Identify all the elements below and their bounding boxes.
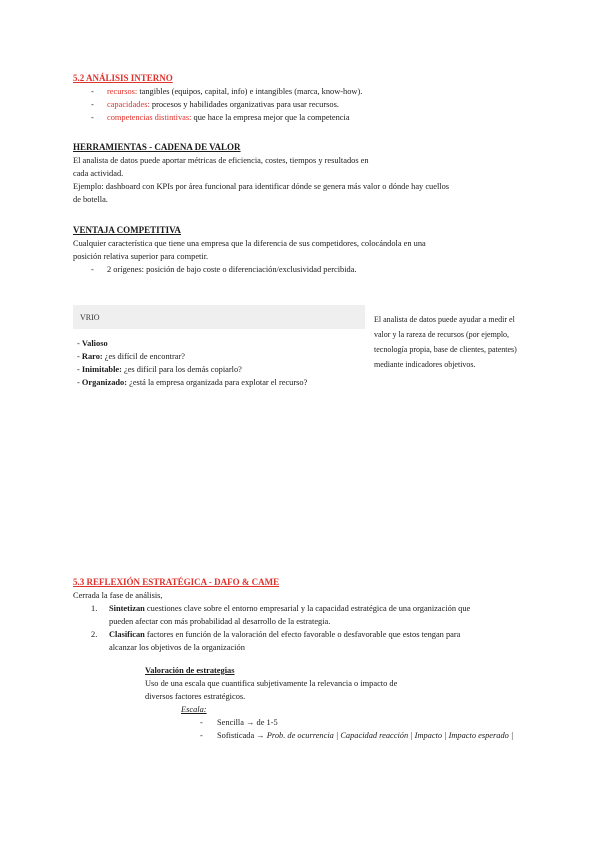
definition: tangibles (equipos, capital, info) e intangibles (marca, know-how). — [137, 87, 363, 96]
escala-item: - Sofisticada → Prob. de ocurrencia | Capacidad reacción | Impacto | Impacto esperado | — [200, 731, 514, 740]
vrio-item: - Valioso — [77, 339, 108, 348]
section-reflexion — [73, 576, 543, 654]
vrio-item: - Raro: ¿es difícil de encontrar? — [77, 352, 185, 361]
list-item — [73, 602, 543, 628]
valoracion-title: Valoración de estrategias — [145, 666, 235, 675]
term: Sintetizan — [109, 604, 145, 613]
escala-sofisticada-label: Sofisticada → — [217, 731, 267, 740]
vrio-side-note: El analista de datos puede ayudar a medir el valor y la rareza de recursos (por ejemplo, tecnología propia, base de clientes, patentes) mediante indicadores objetivos. — [374, 315, 517, 369]
resources-list — [73, 85, 533, 124]
term: Raro: — [81, 352, 103, 361]
definition: factores en función de la valoración del efecto favorable o desfavorable que estos tengan para — [144, 630, 461, 639]
term: capacidades: — [107, 100, 150, 109]
vrio-item: - Inimitable: ¿es difícil para los demás copiarlo? — [77, 365, 242, 374]
definition: ¿está la empresa organizada para explotar el recurso? — [127, 378, 308, 387]
list-item: - 2 orígenes: posición de bajo coste o diferenciación/exclusividad percibida. — [73, 263, 533, 276]
term: Clasifican — [109, 630, 145, 639]
term: recursos: — [107, 87, 138, 96]
paragraph-line: Uso de una escala que cuantifica subjetivamente la relevancia o impacto de — [145, 679, 398, 688]
paragraph-line: Ejemplo: dashboard con KPIs por área funcional para identificar dónde se genera más valor o dónde hay cuellos — [73, 182, 450, 191]
paragraph-line: Cerrada la fase de análisis, — [73, 591, 163, 600]
valoracion-block — [145, 664, 535, 742]
definition: cuestiones clave sobre el entorno empresarial y la capacidad estratégica de una organización que — [144, 604, 471, 613]
definition-cont: pueden afectar con más probabilidad al desarrollo de la estrategia. — [109, 617, 331, 626]
paragraph-line: cada actividad. — [73, 169, 124, 178]
section-heading: 5.2 ANÁLISIS INTERNO — [73, 73, 173, 83]
definition-cont: alcanzar los objetivos de la organización — [109, 643, 245, 652]
section-ventaja — [73, 224, 533, 276]
term: Valioso — [81, 339, 108, 348]
section-herramientas — [73, 141, 533, 206]
section-heading: HERRAMIENTAS - CADENA DE VALOR — [73, 142, 241, 152]
term: Organizado: — [81, 378, 128, 387]
vrio-list — [77, 337, 377, 389]
paragraph-line: diversos factores estratégicos. — [145, 692, 246, 701]
definition: que hace la empresa mejor que la competencia — [191, 113, 350, 122]
section-heading: VENTAJA COMPETITIVA — [73, 225, 181, 235]
list-item — [73, 111, 533, 124]
item-number: 2. — [91, 630, 98, 639]
list-item — [73, 98, 533, 111]
term: Inimitable: — [81, 365, 122, 374]
section-analisis-interno — [73, 72, 533, 124]
definition: procesos y habilidades organizativas para usar recursos. — [149, 100, 339, 109]
escala-sencilla: Sencilla → de 1-5 — [217, 718, 278, 727]
list-item — [73, 628, 543, 654]
escala-label: Escala: — [181, 705, 207, 714]
item-number: 1. — [91, 604, 98, 613]
escala-item: - Sencilla → de 1-5 — [200, 718, 278, 727]
vrio-header-box — [73, 305, 365, 329]
definition: ¿es difícil de encontrar? — [102, 352, 185, 361]
list-item — [73, 85, 533, 98]
origins-list — [73, 263, 533, 276]
paragraph-line: Cualquier característica que tiene una empresa que la diferencia de sus competidores, colocándola en una — [73, 239, 426, 248]
reflexion-list — [73, 602, 543, 654]
vrio-title: VRIO — [80, 313, 100, 322]
definition: ¿es difícil para los demás copiarlo? — [121, 365, 242, 374]
escala-sofisticada-text: Prob. de ocurrencia | Capacidad reacción | Impacto | Impacto esperado | — [266, 731, 514, 740]
paragraph-line: El analista de datos puede aportar métricas de eficiencia, costes, tiempos y resultados en — [73, 156, 369, 165]
term: competencias distintivas: — [107, 113, 192, 122]
paragraph-line: de botella. — [73, 195, 108, 204]
paragraph-line: posición relativa superior para competir. — [73, 252, 209, 261]
vrio-item: - Organizado: ¿está la empresa organizada para explotar el recurso? — [77, 378, 308, 387]
section-heading: 5.3 REFLEXIÓN ESTRATÉGICA - DAFO & CAME — [73, 577, 280, 587]
